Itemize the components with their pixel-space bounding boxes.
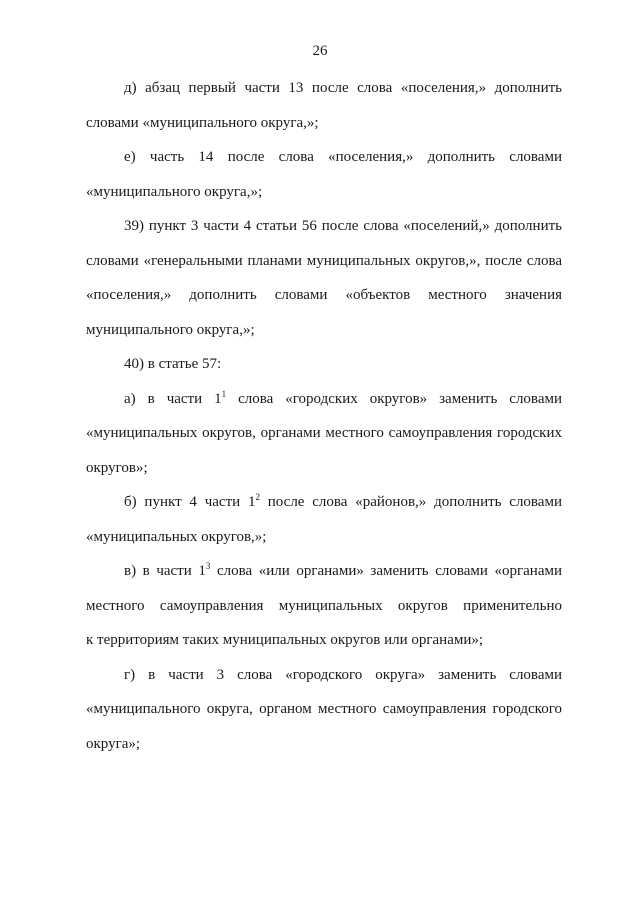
item-a-line-1	[86, 382, 562, 417]
paragraph-d-line-1: д) абзац первый части 13 после слова «поселения,» дополнить	[124, 80, 562, 96]
superscript: 1	[221, 388, 227, 399]
document-body	[86, 71, 562, 761]
item-a-line-2: «муниципальных округов, органами местного самоуправления городских	[86, 425, 562, 441]
paragraph-e-line-1: е) часть 14 после слова «поселения,» дополнить словами	[124, 149, 562, 165]
item-g-line-1: г) в части 3 слова «городского округа» заменить словами	[124, 666, 562, 683]
item-v-text-end: слова «или органами» заменить словами «органами	[210, 563, 562, 579]
item-v-text-start: в) в части 1	[124, 563, 206, 579]
paragraph-39-line-2: словами «генеральными планами муниципальных округов,», после слова	[86, 252, 562, 269]
paragraph-d-line-2: словами «муниципального округа,»;	[86, 114, 319, 131]
item-a-line-3: округов»;	[86, 459, 148, 476]
item-v-line-1	[86, 554, 562, 589]
paragraph-e-line-2: «муниципального округа,»;	[86, 183, 263, 200]
item-a-text-start: а) в части 1	[124, 390, 222, 407]
item-b-line-1	[86, 485, 562, 520]
item-b-line-2: «муниципальных округов,»;	[86, 528, 267, 545]
superscript: 3	[205, 561, 211, 571]
paragraph-39-line-3: «поселения,» дополнить словами «объектов местного значения	[86, 287, 562, 303]
item-v-line-2: местного самоуправления муниципальных округов применительно	[86, 597, 562, 614]
item-v-line-3: к территориям таких муниципальных округов или органами»;	[86, 632, 484, 648]
item-g-line-3: округа»;	[86, 735, 141, 752]
superscript: 2	[255, 492, 260, 502]
item-a-text-end: слова «городских округов» заменить словами	[226, 390, 562, 407]
paragraph-39-line-1: 39) пункт 3 части 4 статьи 56 после слова «поселений,» дополнить	[124, 218, 562, 234]
item-b-text-start: б) пункт 4 части 1	[124, 494, 256, 510]
item-b-text-end: после слова «районов,» дополнить словами	[259, 494, 562, 510]
paragraph-40-line-1: 40) в статье 57:	[124, 356, 222, 372]
paragraph-39-line-4: муниципального округа,»;	[86, 321, 255, 338]
item-g-line-2: «муниципального округа, органом местного самоуправления городского	[86, 701, 562, 717]
page-number: 26	[312, 43, 328, 59]
